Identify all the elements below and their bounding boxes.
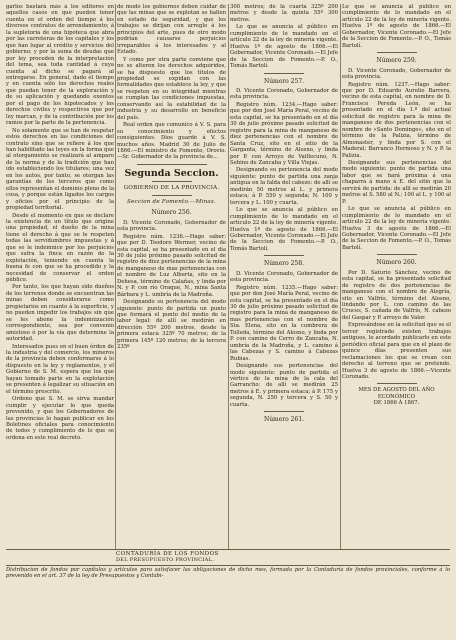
paragraph: Registro núm. 1236.—Hago saber: que por D. Teodoro Wermer, vecino de esta capital, se ha presentado en el día 30 de julio próximo pasado solicitud de registro de diez pertenencias de la mina de manganeso de mas pertenencias con el nombre de Luz Alberta, sito en la Dehesa, término de Calañas, y linda por N. y P. con río Oraque, N., mina Santa Bárbara y L. umbría de la Madroña. xyxy=(117,233,226,298)
paragraph: Registro núm. 1237.—Hago saber: que por D. Eduardo Aurelio Barrera, vecino de esta capital, en nombre de D. Francisco Pereda León, se ha presentado en el día 1.º del actual solicitud de registro para la mina de manganeso de dos pertenencias con el nombre de «Santo Domingo», sito en el término de la Palizia, término de Almonaster, y linda por S. con el Maderal; Barranco Hermoso y N. y P. la Palizia. xyxy=(342,81,451,159)
column-4 xyxy=(342,4,451,550)
paragraph: Registro núm. 1234.—Hago saber: que por don José María Peral, vecino de esta capital, se ha presentado en el día 30 de julio próximo pasado solicitud de registro para la mina de manganeso de diez pertenencias con el nombre de Santa Cruz, sito en el sitio de la Garganta, término de Alosno, y linda por P. con Arroyo de Valflecuno, N. Sebino de Zancaba y Villa Viejas. xyxy=(230,101,338,166)
section-title: Segunda Seccion. xyxy=(124,167,219,179)
paragraph: Lo que se anuncia al público en cumplimiento de lo mandado en el artículo 22 de la ley de minería vigente. Huelva 1º de agosto de 1866.—El Gobernador, Vicente Coronado.—El Jefe de la Seccion de Fomento.—P. O., Tomás Bartolí. xyxy=(230,24,338,70)
notice-number: Número 256. xyxy=(151,209,192,217)
paragraph: Lo que se anuncia al público en cumplimiento de lo mandado en el artículo 22 de la ley de minería vigente. Huelva 3 de agosto de 1866.—El Gobernador, Vicente Coronado.—El Jefe de la Seccion de Fomento.—P. O., Tomás Bartolí. xyxy=(342,206,451,251)
column-divider xyxy=(228,4,229,550)
paragraph: Registro núm. 1235.—Hago saber: que por don José María Peral, vecino de esta capital, se ha presentado en el día 30 de julio próximo pasado solicitud de registro para la mina de manganeso de mas pertenencias con el nombre de Sta. Elena, sito en la cumbrera de Tolleda, término del Alosno, y linda por P. con camino de Cerro de Zancaba, N. umbría de la Madroña, y L. camino á las Cabezas y S. camino á Cabezas Rubias. xyxy=(230,284,338,362)
notice-rule xyxy=(377,52,417,53)
paragraph: garlos bastará más á los editores en aquellos casos en que pueden tener cuenta en el orden del tiempo á los diversos contratos de arrendamiento; á la supletoria de una hipoteca que abra por las carreteras de los capitales y los que han lugar al crédito y servicios del gobierno; y por la suma de deudas que por ley proceden de la interpretación del tema, sea toda cantidad á cuya cuenta al dicho se pagará al entregarse. En general, dado el tiempo y en cuenta sólo los derechos reales que puedan tener de la exploración y de su aplicación y quedando exentos por el pago de los hipotecados y los derechos civiles y respectivos que por ley marcan, y de la contribución por los ramos por la parte de la pertenencia. xyxy=(6,4,114,127)
subsection-title: Seccion de Fomento.—Minas. xyxy=(127,198,216,205)
section-rule xyxy=(152,195,192,196)
column-2 xyxy=(117,4,226,550)
paragraph: Designando sus pertenencias del modo siguiente: punto de partida el vértice de la mina de la cala del Garrancho: de allí se medirán 25 metros á E. y primera estaca; á P. 175 y segunda, N. 250 y tercera y S. 50 y cuarta. xyxy=(230,363,338,408)
column-3 xyxy=(230,4,338,550)
paragraph: Interesados pues en el buen órden de la industria y del comercio, los mineros de la provincia deben conformarse á lo dispuesto en la ley y reglamentos, y el Gobierno de S. M. espera que los que hayan tomado parte en la explotación se presenten á legalizar su situación en el término prescrito. xyxy=(6,343,114,395)
column-divider xyxy=(340,4,341,550)
paragraph: Y como por otra parte conviene que no se alteren los derechos adquiridos, se ha dispuesto que los títulos de propiedad se expidan con las formalidades que establece la ley, y que se respeten en su integridad mientras se cumplan las condiciones impuestas, conservando así la estabilidad de la industria y su desarrollo en beneficio del país. xyxy=(117,56,226,121)
section-rule xyxy=(152,181,192,182)
notice-rule xyxy=(377,254,417,255)
notice-number: Número 258. xyxy=(263,260,305,268)
section-subtitle: GOBIERNO DE LA PROVINCIA. xyxy=(123,185,220,192)
column-divider xyxy=(115,4,116,550)
paragraph: Por D. Saturio Sánchez, vecino de esta capital, se ha presentado solicitud de registro de dos pertenencias de manganeso con el nombre de Alegría, sito en Valfrío, término del Alosno, lindando por L. con camino de las Cruces, S. cañada de Valfrío, N. cabezo del Gaspar y P. arroyo de Valor. xyxy=(342,269,451,321)
column-1 xyxy=(6,4,114,550)
paragraph: Designando su pertenencia del modo siguiente: punto de partida un punto que formará el punto del medio de la labor legal: de allí se medirán en dirección 55º 200 metros, desde la primera estaca 325º 70 metros; de la primera 145º 120 metros; de la tercera 235º xyxy=(117,299,226,351)
paragraph: Por tanto, los que hayan sido dueños de los terrenos donde se encuentran las minas deben considerarse como propietarios en cuanto á la superficie, y no pueden impedir los trabajos sin que se les abone la indemnización correspondiente, sea por convenio amistoso ó por la vía que determine la autoridad. xyxy=(6,284,114,343)
paragraph: de modo los gobiernos deben cuidar de que las minas que se explotan se hallen en estado de seguridad, y que los trabajos se dirijan con arreglo á los principios del arte, pues de otro modo podrían causarse perjuicios irreparables á los interesados y al Estado. xyxy=(117,4,226,56)
notice-rule xyxy=(377,383,417,384)
notice-number: Número 260. xyxy=(376,259,417,267)
paragraph: Designando su pertenencia del modo siguiente: punto de partida una zanja antigua en la falda del cabezo: de allí se medirán 50 metros al L. y primera estaca; á P. 550 y segunda; N. 100 y tercera y L. 100 y cuarta. xyxy=(230,167,338,206)
paragraph: Expresándose en la solicitud que se el tercer registrado existen trabajos antiguos, lo acordado publicarlo en este periódico oficial para que en el plazo de quince días presenten sus reclamaciones los que se crean con derecho al terreno que se pretende. Huelva 3 de agosto de 1866.—Vicente Coronado. xyxy=(342,322,451,381)
paragraph: D. Vicente Coronado, Gobernador de esta provincia. xyxy=(230,270,338,284)
notice-number: Número 259. xyxy=(376,57,417,65)
paragraph: Ordeno que S. M. se sirva mandar cumplir y ejecutar lo que queda prevenido, y que los Gobernadores de las provincias lo hagan publicar en los Boletines oficiales para conocimiento de todos y cumplimiento de lo que se ordena en este real decreto. xyxy=(6,396,114,441)
paragraph: D. Vicente Coronado, Gobernador de esta provincia. xyxy=(342,67,451,81)
paragraph: D. Vicente Coronado, Gobernador de esta provincia. xyxy=(117,219,226,233)
paragraph: Lo que se anuncia al público en cumplimiento de lo mandado en el artículo 22 de la ley de minería vigente. Huelva 1º de agosto de 1866.—El Gobernador, Vicente Coronado.—El Jefe de la Seccion de Fomento.—P. O., Tomás Bartolí. xyxy=(230,207,338,252)
accounting-heading: CONTADURÍA DE LOS FONDOS xyxy=(116,551,219,557)
paragraph: Designando sus pertenencias del modo siguiente: punto de partida una labor que se hará próxima á una chaparra á mano á E. del sitio que la servirá de partida: de allí se medirán 20 metros al S. 580 al N.; 100 al L. y 100 al P. xyxy=(342,159,451,205)
notice-rule xyxy=(264,411,304,412)
paragraph: Real orden que comunico á V. S. para su conocimiento y efectos consiguientes. Dios guarde á V. S. muchos años. Madrid 30 de Julio de 1866.—El ministro de Fomento, Orovio.—Sr. Gobernador de la provincia de... xyxy=(117,122,226,161)
notice-rule xyxy=(264,255,304,256)
notice-number: Número 261. xyxy=(263,416,305,424)
paragraph: No solamente que se han de respetar estos derechos en las condiciones del contrato sino que se refiere á los que han habilitado las leyes en la forma que al otorgamiento se realizará al amparo de la norma y de la tradición que han ido estableciendo los titulares; una vez en los autos, por tanto, se otorgan las garantías de los terceros que como ellos representan el dominio pleno de la cosa, y porque están ligados los cargos y oficios por el principio de la propiedad territorial. xyxy=(6,127,114,212)
paragraph: Lo que se anuncia al público en cumplimiento de lo mandado en el artículo 22 de la ley de minería vigente. Huelva 1º de agosto de 1866.—El Gobernador, Vicente Coronado.—El Jefe de la Seccion de Fomento.—P. O., Tomás Bartolí. xyxy=(342,4,451,49)
notice-number: Número 257. xyxy=(263,77,305,85)
month-year: DE 1866 Á 1867. xyxy=(373,400,420,407)
accounting-subheading: DEL PRESUPUESTO PROVINCIAL. xyxy=(116,557,215,563)
paragraph: D. Vicente Coronado, Gobernador de esta provincia. xyxy=(230,87,338,101)
notice-rule xyxy=(264,73,304,74)
paragraph: Desde el momento en que se declare la existencia de un título que origine una propiedad, el dueño de la mina tiene el derecho á que se le respeten todas las servidumbres impuestas y á que se le indemnice por los perjuicios que sufra la finca en razón de la explotación, teniendo en cuenta la buena fe con que se ha procedido y la necesidad de conservar el orden público. xyxy=(6,212,114,284)
distribution-text: Distribucion de fondos por capítulos y artículos para satisfacer las obligaciones de dicho mes, formada por la Contaduría de fondos provinciales, conforme á lo prevenido en el art. 37 de la ley de Presupuestos y Contabi- xyxy=(6,567,450,580)
footer-rule xyxy=(6,565,450,566)
month-title: MES DE AGOSTO DEL AÑO ECONÓMICO xyxy=(358,387,435,400)
section-rule xyxy=(137,164,207,165)
footer-rule xyxy=(6,549,450,550)
paragraph: 300 metros; de la cuarta 325º 200 metros y desde la quinta 55º 300 metros. xyxy=(230,4,338,23)
